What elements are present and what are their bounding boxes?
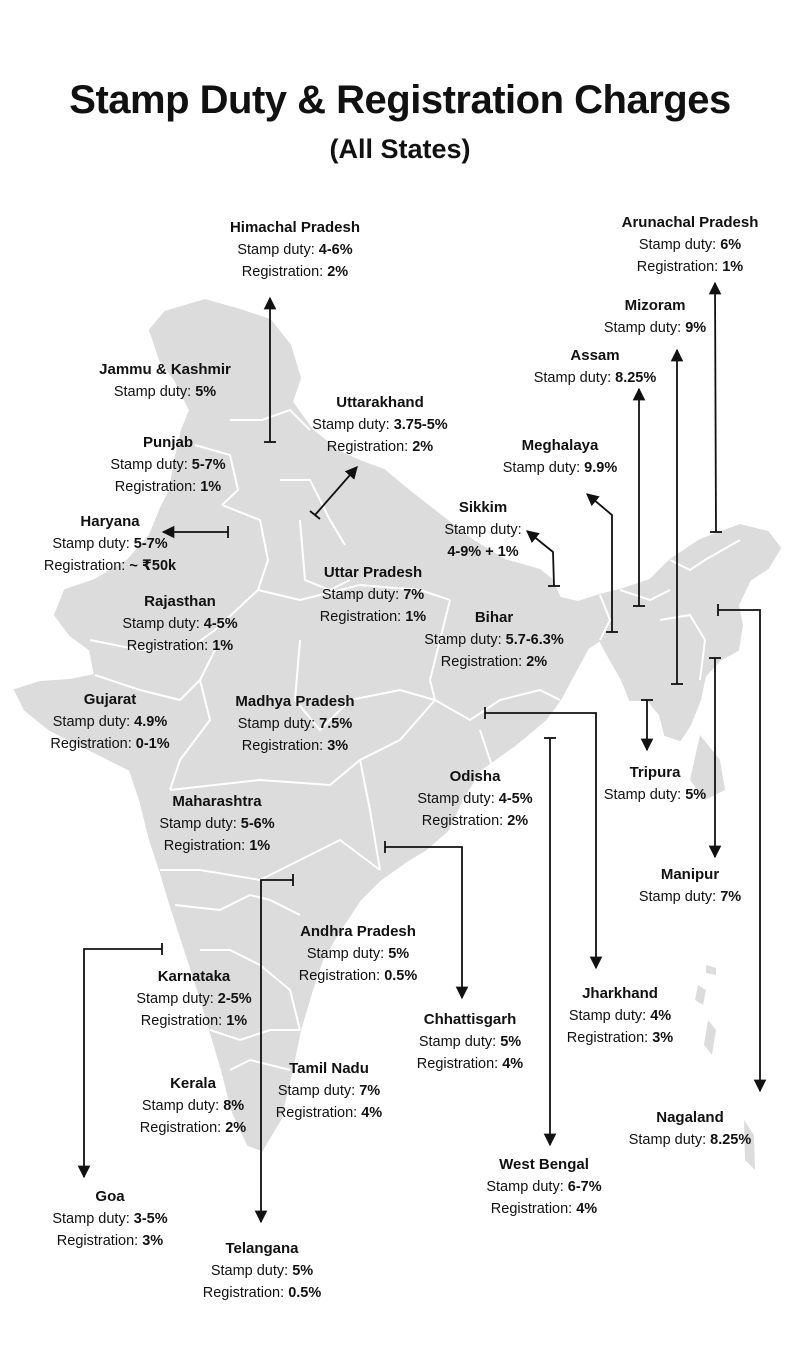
registration-label: Registration: <box>163 838 250 854</box>
registration-line <box>580 256 800 278</box>
registration-line <box>185 261 405 283</box>
stamp-duty-label: Stamp duty: <box>417 791 499 807</box>
stamp-duty-line <box>580 886 800 908</box>
page-subtitle: (All States) <box>329 134 471 164</box>
state-label-westbengal <box>434 1154 654 1220</box>
stamp-duty-value: 7% <box>359 1083 381 1099</box>
registration-label: Registration: <box>139 1120 226 1136</box>
stamp-duty-line <box>450 457 670 479</box>
state-name: Meghalaya <box>521 437 599 454</box>
state-name: Chhattisgarh <box>423 1011 517 1028</box>
registration-value: 0.5% <box>384 968 418 984</box>
registration-value: 1% <box>249 838 271 854</box>
state-name: Kerala <box>170 1075 216 1092</box>
state-name: Telangana <box>225 1240 299 1257</box>
stamp-duty-value: 8.25% <box>710 1132 752 1148</box>
stamp-duty-value: 5% <box>195 384 217 400</box>
page-title: Stamp Duty & Registration Charges <box>69 78 731 122</box>
registration-value: 1% <box>405 609 427 625</box>
registration-label: Registration: <box>636 259 723 275</box>
stamp-duty-label: Stamp duty: <box>638 889 721 905</box>
stamp-duty-line <box>0 533 220 555</box>
registration-line <box>384 651 604 673</box>
stamp-duty-line <box>0 1208 220 1230</box>
stamp-duty-line <box>360 1031 580 1053</box>
registration-label: Registration: <box>43 558 130 574</box>
stamp-duty-label: Stamp duty: <box>237 716 320 732</box>
state-name: Punjab <box>142 434 193 451</box>
registration-label: Registration: <box>319 609 406 625</box>
stamp-duty-value: 4-6% <box>318 242 353 258</box>
registration-value: 4% <box>361 1105 383 1121</box>
stamp-duty-label: Stamp duty: <box>628 1132 711 1148</box>
registration-label: Registration: <box>490 1201 577 1217</box>
stamp-duty-label: Stamp duty: <box>210 1263 293 1279</box>
state-name: Maharashtra <box>172 793 262 810</box>
registration-line <box>365 810 585 832</box>
registration-value: 0.5% <box>288 1285 322 1301</box>
registration-label: Registration: <box>241 264 328 280</box>
stamp-duty-value: 4.9% <box>134 714 168 730</box>
state-label-mp <box>185 691 405 757</box>
state-name: Karnataka <box>157 968 231 985</box>
stamp-duty-label: Stamp duty: <box>444 522 522 538</box>
state-name: Nagaland <box>656 1109 724 1126</box>
stamp-duty-line <box>384 629 604 651</box>
stamp-duty-line <box>434 1176 654 1198</box>
stamp-duty-label: Stamp duty: <box>141 1098 224 1114</box>
state-label-telangana <box>152 1238 372 1304</box>
state-name: Madhya Pradesh <box>235 693 355 710</box>
stamp-duty-line <box>270 414 490 436</box>
registration-value: 2% <box>225 1120 247 1136</box>
stamp-duty-label: Stamp duty: <box>113 384 196 400</box>
stamp-duty-value: 2-5% <box>217 991 252 1007</box>
state-name: West Bengal <box>499 1156 589 1173</box>
state-name: Andhra Pradesh <box>300 923 416 940</box>
stamp-duty-label: Stamp duty: <box>110 457 192 473</box>
state-label-arunachal <box>580 212 800 278</box>
registration-value: 3% <box>652 1030 674 1046</box>
stamp-duty-value: 4% <box>650 1008 672 1024</box>
stamp-duty-line <box>185 713 405 735</box>
registration-label: Registration: <box>241 738 328 754</box>
state-label-assam <box>485 345 705 389</box>
state-name: Haryana <box>80 513 140 530</box>
state-name: Sikkim <box>458 499 508 516</box>
stamp-duty-line <box>152 1260 372 1282</box>
state-name: Arunachal Pradesh <box>621 214 759 231</box>
state-name: Mizoram <box>624 297 686 314</box>
registration-line <box>83 1117 303 1139</box>
stamp-duty-value: 5% <box>500 1034 522 1050</box>
stamp-duty-value: 5-7% <box>191 457 226 473</box>
state-label-rajasthan <box>70 591 290 657</box>
stamp-duty-line <box>185 239 405 261</box>
state-label-manipur <box>580 864 800 908</box>
stamp-duty-label: Stamp duty: <box>533 370 616 386</box>
registration-value: 4% <box>576 1201 598 1217</box>
registration-line <box>152 1282 372 1304</box>
registration-label: Registration: <box>126 638 213 654</box>
state-label-punjab <box>58 432 278 498</box>
stamp-duty-value: 8% <box>223 1098 245 1114</box>
stamp-duty-line <box>84 988 304 1010</box>
state-name: Goa <box>95 1188 125 1205</box>
stamp-duty-line <box>55 381 275 403</box>
state-name: Tamil Nadu <box>289 1060 369 1077</box>
state-name: Manipur <box>660 866 720 883</box>
stamp-duty-value: 6% <box>720 237 742 253</box>
stamp-duty-label: Stamp duty: <box>52 714 135 730</box>
stamp-duty-label: Stamp duty: <box>159 816 241 832</box>
state-label-sikkim <box>373 497 593 563</box>
stamp-duty-value: 4-5% <box>203 616 238 632</box>
stamp-duty-value: 3.75-5% <box>393 417 448 433</box>
stamp-duty-value: 3-5% <box>133 1211 168 1227</box>
stamp-duty-label: Stamp duty: <box>321 587 404 603</box>
stamp-duty-value: 7% <box>403 587 425 603</box>
stamp-duty-label: Stamp duty: <box>306 946 389 962</box>
registration-value: 1% <box>226 1013 248 1029</box>
registration-line <box>70 635 290 657</box>
state-name: Uttar Pradesh <box>323 564 423 581</box>
state-name: Bihar <box>474 609 514 626</box>
stamp-duty-value: 5% <box>388 946 410 962</box>
registration-label: Registration: <box>140 1013 227 1029</box>
state-name: Uttarakhand <box>336 394 424 411</box>
registration-label: Registration: <box>56 1233 143 1249</box>
stamp-duty-line <box>107 813 327 835</box>
registration-label: Registration: <box>298 968 385 984</box>
state-label-jammu <box>55 359 275 403</box>
stamp-duty-value: 5-6% <box>240 816 275 832</box>
registration-label: Registration: <box>416 1056 503 1072</box>
stamp-duty-label: Stamp duty: <box>136 991 218 1007</box>
state-name: Tripura <box>629 764 681 781</box>
island-1 <box>706 965 716 975</box>
stamp-duty-line <box>70 613 290 635</box>
registration-value: ~ ₹50k <box>129 558 177 574</box>
state-label-bihar <box>384 607 604 673</box>
stamp-duty-line <box>580 234 800 256</box>
state-label-haryana <box>0 511 220 577</box>
registration-value: 2% <box>412 439 434 455</box>
state-name: Gujarat <box>83 691 137 708</box>
registration-value: 4% <box>502 1056 524 1072</box>
state-label-kerala <box>83 1073 303 1139</box>
state-name: Rajasthan <box>144 593 216 610</box>
stamp-duty-label: Stamp duty: <box>122 616 204 632</box>
stamp-duty-label: Stamp duty: <box>52 1211 134 1227</box>
registration-label: Registration: <box>326 439 413 455</box>
stamp-duty-value: 9.9% <box>584 460 618 476</box>
stamp-duty-value: 8.25% <box>615 370 657 386</box>
stamp-duty-value: 4-9% + 1% <box>447 544 519 560</box>
stamp-duty-value: 5% <box>685 787 707 803</box>
stamp-duty-line <box>365 788 585 810</box>
registration-value: 2% <box>507 813 529 829</box>
registration-label: Registration: <box>421 813 508 829</box>
state-label-karnataka <box>84 966 304 1032</box>
stamp-duty-value: 5% <box>292 1263 314 1279</box>
registration-value: 3% <box>327 738 349 754</box>
registration-line <box>434 1198 654 1220</box>
stamp-duty-line <box>248 943 468 965</box>
state-label-meghalaya <box>450 435 670 479</box>
registration-value: 2% <box>526 654 548 670</box>
registration-value: 0-1% <box>135 736 170 752</box>
registration-value: 1% <box>722 259 744 275</box>
stamp-duty-value: 5-7% <box>133 536 168 552</box>
state-name: Assam <box>570 347 620 364</box>
state-name: Jammu & Kashmir <box>99 361 231 378</box>
stamp-duty-line <box>58 454 278 476</box>
state-label-nagaland <box>580 1107 800 1151</box>
registration-label: Registration: <box>440 654 527 670</box>
state-label-maharashtra <box>107 791 327 857</box>
stamp-duty-line <box>485 367 705 389</box>
stamp-duty-value: 5.7-6.3% <box>505 632 564 648</box>
stamp-duty-value: 4-5% <box>498 791 533 807</box>
state-name: Jharkhand <box>582 985 658 1002</box>
stamp-duty-value: 7% <box>720 889 742 905</box>
registration-line <box>84 1010 304 1032</box>
stamp-duty-line <box>545 317 765 339</box>
state-name: Himachal Pradesh <box>229 219 361 236</box>
registration-label: Registration: <box>50 736 136 752</box>
registration-label: Registration: <box>202 1285 289 1301</box>
state-label-himachal <box>185 217 405 283</box>
registration-line <box>107 835 327 857</box>
registration-line <box>0 555 220 577</box>
state-name: Odisha <box>449 768 501 785</box>
registration-value: 1% <box>212 638 234 654</box>
state-label-odisha <box>365 766 585 832</box>
registration-line <box>58 476 278 498</box>
registration-value: 3% <box>142 1233 164 1249</box>
stamp-duty-label: Stamp duty: <box>486 1179 568 1195</box>
stamp-duty-label: Stamp duty: <box>424 632 506 648</box>
stamp-duty-label: Stamp duty: <box>603 787 686 803</box>
stamp-duty-label: Stamp duty: <box>638 237 721 253</box>
stamp-duty-label: Stamp duty: <box>502 460 585 476</box>
registration-label: Registration: <box>275 1105 362 1121</box>
stamp-duty-label: Stamp duty: <box>237 242 319 258</box>
stamp-duty-label: Stamp duty: <box>418 1034 501 1050</box>
stamp-duty-label: Stamp duty: <box>52 536 134 552</box>
stamp-duty-value: 7.5% <box>319 716 353 732</box>
state-label-mizoram <box>545 295 765 339</box>
stamp-duty-line <box>83 1095 303 1117</box>
stamp-duty-line <box>580 1129 800 1151</box>
stamp-duty-label: Stamp duty: <box>312 417 394 433</box>
registration-value: 1% <box>200 479 222 495</box>
stamp-duty-label: Stamp duty: <box>568 1008 651 1024</box>
stamp-duty-value: 6-7% <box>567 1179 602 1195</box>
stamp-duty-line <box>263 584 483 606</box>
registration-label: Registration: <box>114 479 201 495</box>
registration-value: 2% <box>327 264 349 280</box>
stamp-duty-label: Stamp duty: <box>277 1083 360 1099</box>
registration-label: Registration: <box>566 1030 653 1046</box>
registration-line <box>185 735 405 757</box>
stamp-duty-label: Stamp duty: <box>603 320 686 336</box>
stamp-duty-value: 9% <box>685 320 707 336</box>
